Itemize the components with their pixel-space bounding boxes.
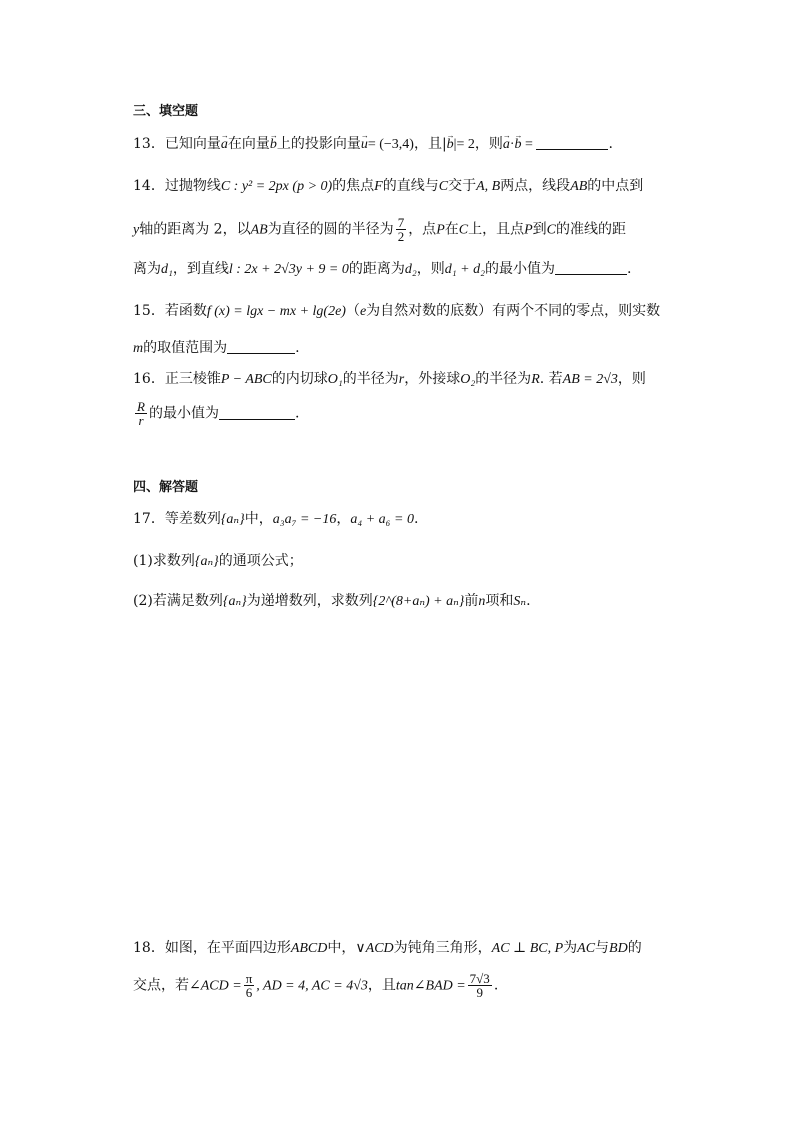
q15-text: （ (345, 303, 360, 319)
q14-text: 为直径的圆的半径为 (267, 221, 394, 238)
q18-text: 的 (627, 940, 642, 956)
q14-text: 交于 (448, 178, 477, 194)
q18-AC: AC (577, 941, 596, 956)
q15-text: 的取值范围为 (143, 340, 228, 356)
vector-b-2: → b (447, 135, 454, 155)
q18-text: 交点，若 (133, 977, 189, 994)
q18-pi-num: π (245, 971, 253, 986)
q15-function-eq: f (x) = lgx − mx + lg(2e) (206, 304, 346, 319)
q16-sphere-O1: O₁ (327, 372, 343, 387)
q17-p2-text: (2)若满足数列 (133, 593, 223, 609)
q14-text: ，点 (408, 221, 437, 238)
q18-tan-fraction (468, 972, 492, 999)
question-14-line-2 (133, 216, 664, 243)
q14-focus-F: F (374, 179, 383, 194)
q17-p2-text: 为递增数列，求数列 (246, 593, 373, 609)
question-17-line-1 (133, 509, 664, 530)
vector-a: → a (221, 135, 228, 155)
question-16-line-2 (133, 400, 664, 434)
q17-p2-text: 前 (464, 593, 479, 609)
q14-segment-AB: AB (570, 179, 588, 194)
q16-r: r (398, 372, 405, 387)
q18-end: . (493, 977, 499, 994)
q14-distance-d1: d₁ (161, 262, 173, 277)
q16-frac-num: R (137, 399, 145, 414)
q17-p2-text: 项和 (485, 593, 514, 609)
q14-text: 的中点到 (587, 178, 644, 194)
q16-text: 的最小值为 (148, 405, 219, 422)
q14-parabola-eq: C : y² = 2px (p > 0) (220, 179, 333, 194)
q18-tan-num: 7√3 (469, 971, 490, 986)
q17-eq-1: a₃a₇ = −16 (272, 512, 337, 527)
q17-p2-sum: Sₙ (513, 594, 527, 609)
q17-eq-2: a₄ + a₆ = 0 (350, 512, 414, 527)
question-18-line-2 (133, 972, 664, 1006)
q14-text: 两点，线段 (500, 178, 571, 194)
q17-text: 中， (244, 511, 273, 527)
q14-text: ，到直线 (172, 261, 229, 277)
q17-p2-n: n (478, 594, 486, 609)
q16-text: 的半径为 (342, 371, 399, 387)
question-15-line-2 (133, 338, 664, 359)
q14-text: 的最小值为 (484, 261, 555, 277)
dot-operator: · (509, 137, 515, 152)
question-14-line-3 (133, 259, 664, 280)
q18-tan-den: 9 (476, 985, 483, 1000)
q13-text-1: 已知向量 (164, 136, 221, 152)
q13-answer-blank[interactable] (536, 135, 608, 150)
q16-number: 16． (133, 371, 165, 387)
question-17-part-1 (133, 551, 664, 572)
vector-b: → b (270, 135, 277, 155)
q13-text-5: ，则 (474, 136, 503, 152)
q13-eq-1: = (−3,4) (367, 137, 414, 152)
q13-eq-3: = (521, 137, 537, 152)
q14-point-P: P (524, 222, 533, 238)
q18-perp: AC ⊥ BC, P (491, 941, 564, 956)
q16-ratio-fraction (135, 400, 147, 427)
q18-text: 为 (563, 940, 578, 956)
q14-text: 的直线与 (382, 178, 439, 194)
q13-text-3: 上的投影向量 (276, 136, 361, 152)
q14-curve-C: C (546, 222, 556, 238)
q18-text: 如图，在平面四边形 (164, 940, 291, 956)
q16-R: R (531, 372, 540, 387)
q16-text: 的内切球 (271, 371, 328, 387)
q13-number: 13． (133, 136, 165, 152)
q14-y-axis: y (133, 222, 140, 238)
q18-angle: ∠ACD = (189, 978, 242, 994)
vector-b-dot: → b (515, 135, 522, 155)
q15-e: e (359, 304, 367, 319)
q14-frac-den: 2 (397, 229, 405, 244)
q14-text: 过抛物线 (164, 178, 221, 194)
q18-pi-fraction (244, 972, 255, 999)
q18-number: 18． (133, 940, 165, 956)
q14-diameter-AB: AB (250, 222, 268, 238)
q16-text: 正三棱锥 (164, 371, 221, 387)
q14-text: ，则 (416, 261, 445, 277)
q18-BD: BD (609, 941, 628, 956)
q16-sphere-O2: O₂ (460, 372, 476, 387)
section-heading-answer: 四、解答题 (133, 480, 199, 495)
q16-text: ，则 (617, 371, 646, 387)
question-15-line-1 (133, 301, 664, 322)
question-18-line-1 (133, 938, 664, 959)
q14-end: . (626, 261, 632, 277)
q18-tan: tan∠BAD = (395, 978, 466, 994)
q18-triangle: ∨ACD (355, 941, 394, 956)
q16-answer-blank[interactable] (219, 405, 295, 420)
q14-text: 的焦点 (332, 178, 375, 194)
q16-ab-eq: AB = 2√3 (562, 372, 618, 387)
q18-text: ，且 (367, 977, 396, 994)
q13-end: . (608, 136, 613, 152)
q15-end: . (295, 340, 300, 356)
q18-text: 中， (327, 940, 356, 956)
q16-frac-den: r (138, 413, 144, 428)
q14-text: 轴的距离为 2，以 (139, 221, 251, 238)
q18-text: 与 (595, 940, 610, 956)
q13-eq-2: |= 2 (453, 137, 475, 152)
q14-text: 的准线的距 (556, 221, 626, 238)
q15-answer-blank[interactable] (227, 339, 295, 354)
vector-u: → u (361, 135, 368, 155)
q16-end: . (294, 405, 300, 422)
q18-text: 为钝角三角形， (393, 940, 492, 956)
q17-sequence: {aₙ} (220, 512, 245, 527)
question-17-part-2 (133, 591, 664, 612)
q14-radius-fraction (396, 216, 407, 243)
q16-pyramid: P − ABC (220, 372, 272, 387)
q17-text: ， (336, 511, 351, 527)
q14-number: 14． (133, 178, 165, 194)
q14-frac-num: 7 (397, 215, 405, 230)
q14-points-AB: A, B (476, 179, 501, 194)
q18-pi-den: 6 (245, 985, 253, 1000)
question-13 (133, 134, 664, 155)
q16-text: 的半径为 (475, 371, 532, 387)
q14-text: 的距离为 (348, 261, 405, 277)
q17-p1-text: 的通项公式； (218, 553, 303, 569)
section-heading-fill-in: 三、填空题 (133, 104, 199, 119)
vector-a-dot: → a (503, 135, 510, 155)
q18-eq: , AD = 4, AC = 4√3 (256, 978, 368, 994)
q17-p2-end: . (526, 593, 531, 609)
q18-quad: ABCD (290, 941, 328, 956)
q14-curve-C: C (438, 179, 449, 194)
q16-text: . 若 (539, 371, 563, 387)
q14-text: 在 (444, 221, 459, 238)
q14-text: 上，且点 (468, 221, 525, 238)
q14-distance-d2: d₂ (404, 262, 417, 277)
q17-number: 17． (133, 511, 165, 527)
q15-text: 为自然对数的底数）有两个不同的零点，则实数 (366, 303, 661, 319)
q13-text-4: ，且| (413, 136, 447, 152)
q17-p1-text: (1)求数列 (133, 553, 195, 569)
q15-number: 15． (133, 303, 165, 319)
q16-text: ，外接球 (404, 371, 461, 387)
q17-p2-sequence-2: {2^(8+aₙ) + aₙ} (372, 594, 465, 609)
q14-text: 到 (532, 221, 547, 238)
q14-answer-blank[interactable] (555, 260, 627, 275)
q17-end: . (413, 511, 419, 527)
q14-sum: d₁ + d₂ (444, 262, 485, 277)
q15-text: 若函数 (164, 303, 207, 319)
question-16-line-1 (133, 369, 664, 390)
q14-text: 离为 (133, 261, 161, 277)
q15-m: m (133, 341, 144, 356)
q14-line-eq: l : 2x + 2√3y + 9 = 0 (228, 262, 349, 277)
q14-curve-C: C (458, 222, 469, 238)
question-14-line-1 (133, 176, 664, 197)
q17-text: 等差数列 (164, 511, 221, 527)
q17-p2-sequence: {aₙ} (222, 594, 247, 609)
q14-point-P: P (436, 222, 445, 238)
q13-text-2: 在向量 (227, 136, 270, 152)
q17-p1-sequence: {aₙ} (194, 554, 219, 569)
